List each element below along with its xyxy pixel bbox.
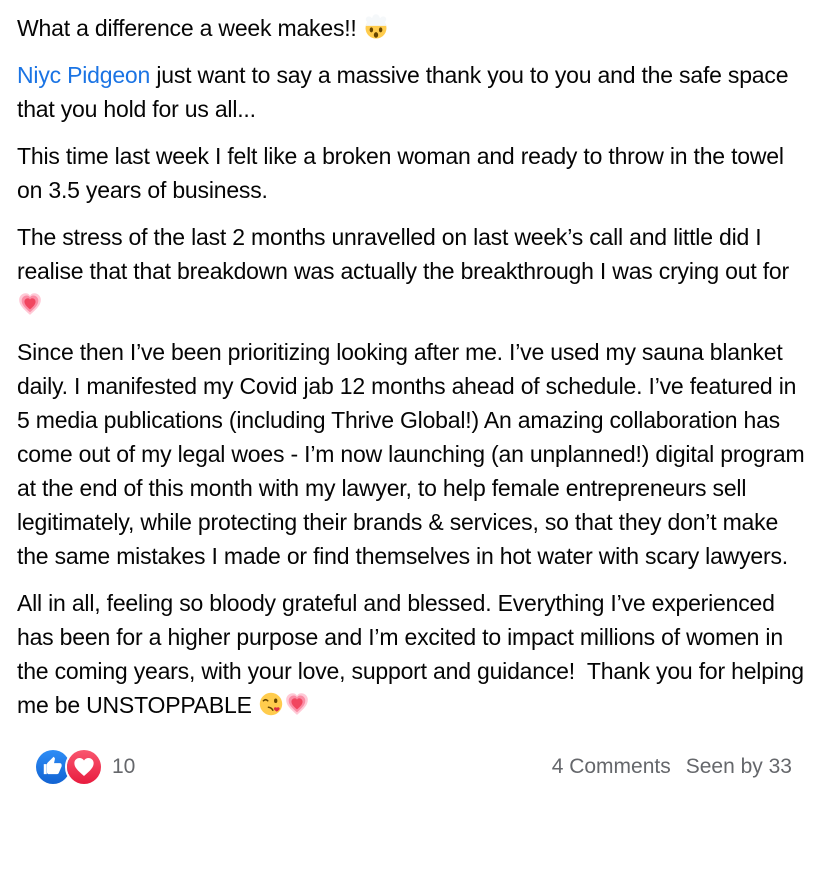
post-paragraph-2 (17, 58, 812, 126)
engagement-meta (552, 755, 792, 779)
reaction-icons (36, 748, 103, 786)
paragraph-text: just want to say a massive thank you to you and the safe space that you hold for us all... (17, 62, 795, 122)
reactions-summary[interactable] (36, 748, 135, 786)
post-engagement-bar (17, 748, 812, 786)
comments-count-link[interactable]: 4 Comments (551, 755, 671, 778)
seen-by-link[interactable]: Seen by 33 (685, 755, 792, 778)
exploding-head-emoji (363, 14, 389, 40)
paragraph-text: This time last week I felt like a broken woman and ready to throw in the towel on 3.5 years of business. (17, 143, 790, 203)
paragraph-text: Since then I’ve been prioritizing looking after me. I’ve used my sauna blanket daily. I manifested my Covid jab 12 months ahead of schedule. I’ve featured in 5 media publications (including Thrive Global!) An amazing collaboration has come out of my legal woes - I’m now launching (an unplanned!) digital program at the end of this month with my lawyer, to help female entrepreneurs sell legitimately, while protecting their brands & services, so that they don’t make the same mistakes I made or find themselves in hot water with scary lawyers. (17, 339, 811, 569)
face-blowing-kiss-emoji (258, 691, 284, 717)
paragraph-text: The stress of the last 2 months unravelled on last week’s call and little did I realise that that breakdown was actually the breakthrough I was crying out for (17, 224, 796, 284)
paragraph-text: All in all, feeling so bloody grateful and blessed. Everything I’ve experienced has been for a higher purpose and I’m excited to impact millions of women in the coming years, with your love, support and guidance! Thank you for helping me be UNSTOPPABLE (17, 590, 811, 718)
author-profile-link[interactable]: Niyc Pidgeon (17, 62, 151, 88)
post-paragraph-3 (17, 139, 812, 207)
post-paragraph-4 (17, 220, 812, 322)
paragraph-text: What a difference a week makes!! (17, 15, 363, 41)
growing-heart-emoji (284, 691, 310, 717)
love-reaction-icon[interactable] (65, 748, 103, 786)
post-paragraph-6 (17, 586, 812, 722)
post-paragraph-5 (17, 335, 812, 573)
reaction-count[interactable]: 10 (112, 755, 136, 778)
post-paragraph-1 (17, 11, 812, 45)
growing-heart-emoji (17, 291, 43, 317)
